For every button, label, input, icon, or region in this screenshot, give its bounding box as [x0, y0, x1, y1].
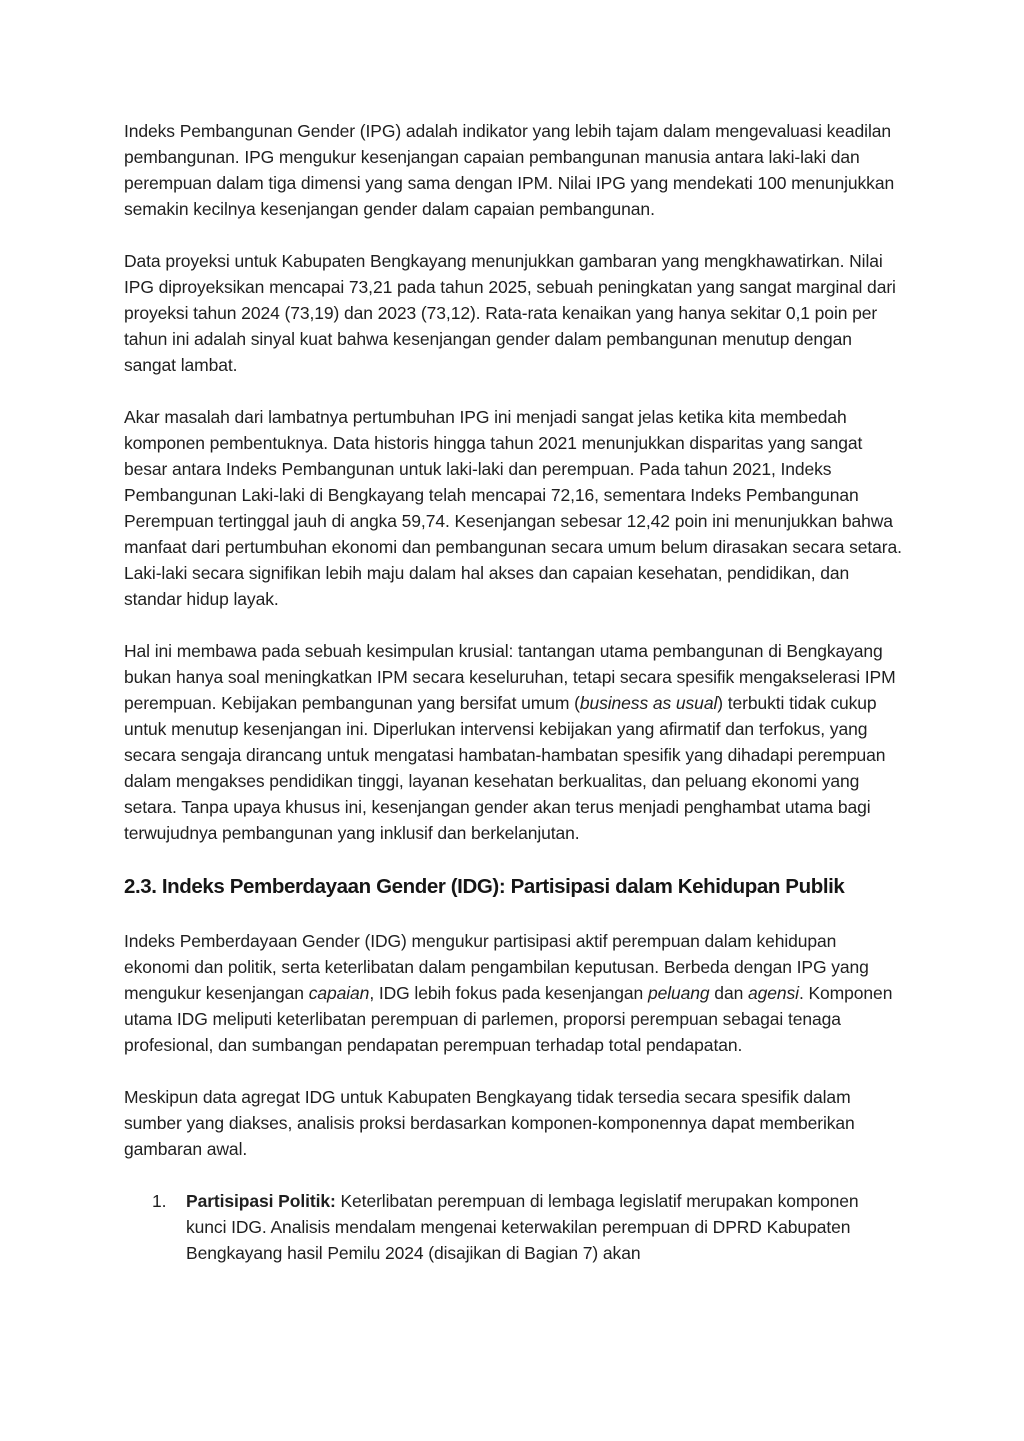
text-run: ) terbukti tidak cukup untuk menutup kesenjangan ini. Diperlukan intervensi kebijakan yang afirmatif dan terfokus, yang secara sengaja dirancang untuk mengatasi hambatan-hambatan spesifik yang dihadapi perempuan dalam mengakses pendidikan tinggi, layanan kesehatan berkualitas, dan peluang ekonomi yang setara. Tanpa upaya khusus ini, kesenjangan gender akan terus menjadi penghambat utama bagi terwujudnya pembangunan yang inklusif dan berkelanjutan. — [124, 693, 886, 843]
text-run: Partisipasi Politik: — [186, 1191, 336, 1211]
document-content — [124, 118, 902, 1266]
list-item-text — [186, 1188, 902, 1266]
paragraph — [124, 928, 902, 1058]
text-run: Keterlibatan perempuan di lembaga legislatif merupakan komponen kunci IDG. Analisis mendalam mengenai keterwakilan perempuan di DPRD Kabupaten Bengkayang hasil Pemilu 2024 (disajikan di Bagian 7) akan — [186, 1191, 859, 1263]
paragraph — [124, 248, 902, 378]
text-run: agensi — [747, 983, 799, 1003]
text-run: Indeks Pemberdayaan Gender (IDG) mengukur partisipasi aktif perempuan dalam kehidupan ekonomi dan politik, serta keterlibatan dalam pengambilan keputusan. Berbeda dengan IPG yang mengukur kesenjangan — [124, 931, 869, 1003]
text-run: Hal ini membawa pada sebuah kesimpulan krusial: tantangan utama pembangunan di Bengkayang bukan hanya soal meningkatkan IPM secara keseluruhan, tetapi secara spesifik mengakselerasi IPM perempuan. Kebijakan pembangunan yang bersifat umum ( — [124, 641, 896, 713]
text-run: 2.3. Indeks Pemberdayaan Gender (IDG): Partisipasi dalam Kehidupan Publik — [124, 875, 845, 898]
paragraph — [124, 1084, 902, 1162]
numbered-list-item — [124, 1188, 902, 1266]
text-run: business as usual — [579, 693, 718, 713]
text-run: . Komponen utama IDG meliputi keterlibatan perempuan di parlemen, proporsi perempuan sebagai tenaga profesional, dan sumbangan pendapatan perempuan terhadap total pendapatan. — [124, 983, 893, 1055]
text-run: dan — [709, 983, 748, 1003]
text-run: , IDG lebih fokus pada kesenjangan — [369, 983, 648, 1003]
text-run: peluang — [647, 983, 710, 1003]
list-item-number: 1. — [152, 1191, 167, 1211]
paragraph — [124, 118, 902, 222]
paragraph — [124, 638, 902, 846]
text-run: Akar masalah dari lambatnya pertumbuhan IPG ini menjadi sangat jelas ketika kita membedah komponen pembentuknya. Data historis hingga tahun 2021 menunjukkan disparitas yang sangat besar antara Indeks Pembangunan untuk laki-laki dan perempuan. Pada tahun 2021, Indeks Pembangunan Laki-laki di Bengkayang telah mencapai 72,16, sementara Indeks Pembangunan Perempuan tertinggal jauh di angka 59,74. Kesenjangan sebesar 12,42 poin ini menunjukkan bahwa manfaat dari pertumbuhan ekonomi dan pembangunan secara umum belum dirasakan secara setara. Laki-laki secara signifikan lebih maju dalam hal akses dan capaian kesehatan, pendidikan, dan standar hidup layak. — [124, 407, 902, 609]
text-run: Data proyeksi untuk Kabupaten Bengkayang menunjukkan gambaran yang mengkhawatirkan. Nilai IPG diproyeksikan mencapai 73,21 pada tahun 2025, sebuah peningkatan yang sangat marginal dari proyeksi tahun 2024 (73,19) dan 2023 (73,12). Rata-rata kenaikan yang hanya sekitar 0,1 poin per tahun ini adalah sinyal kuat bahwa kesenjangan gender dalam pembangunan menutup dengan sangat lambat. — [124, 251, 896, 375]
text-run: capaian — [308, 983, 370, 1003]
text-run: Meskipun data agregat IDG untuk Kabupaten Bengkayang tidak tersedia secara spesifik dalam sumber yang diakses, analisis proksi berdasarkan komponen-komponennya dapat memberikan gambaran awal. — [124, 1087, 855, 1159]
section-heading — [124, 872, 902, 902]
text-run: Indeks Pembangunan Gender (IPG) adalah indikator yang lebih tajam dalam mengevaluasi keadilan pembangunan. IPG mengukur kesenjangan capaian pembangunan manusia antara laki-laki dan perempuan dalam tiga dimensi yang sama dengan IPM. Nilai IPG yang mendekati 100 menunjukkan semakin kecilnya kesenjangan gender dalam capaian pembangunan. — [124, 121, 895, 219]
paragraph — [124, 404, 902, 612]
